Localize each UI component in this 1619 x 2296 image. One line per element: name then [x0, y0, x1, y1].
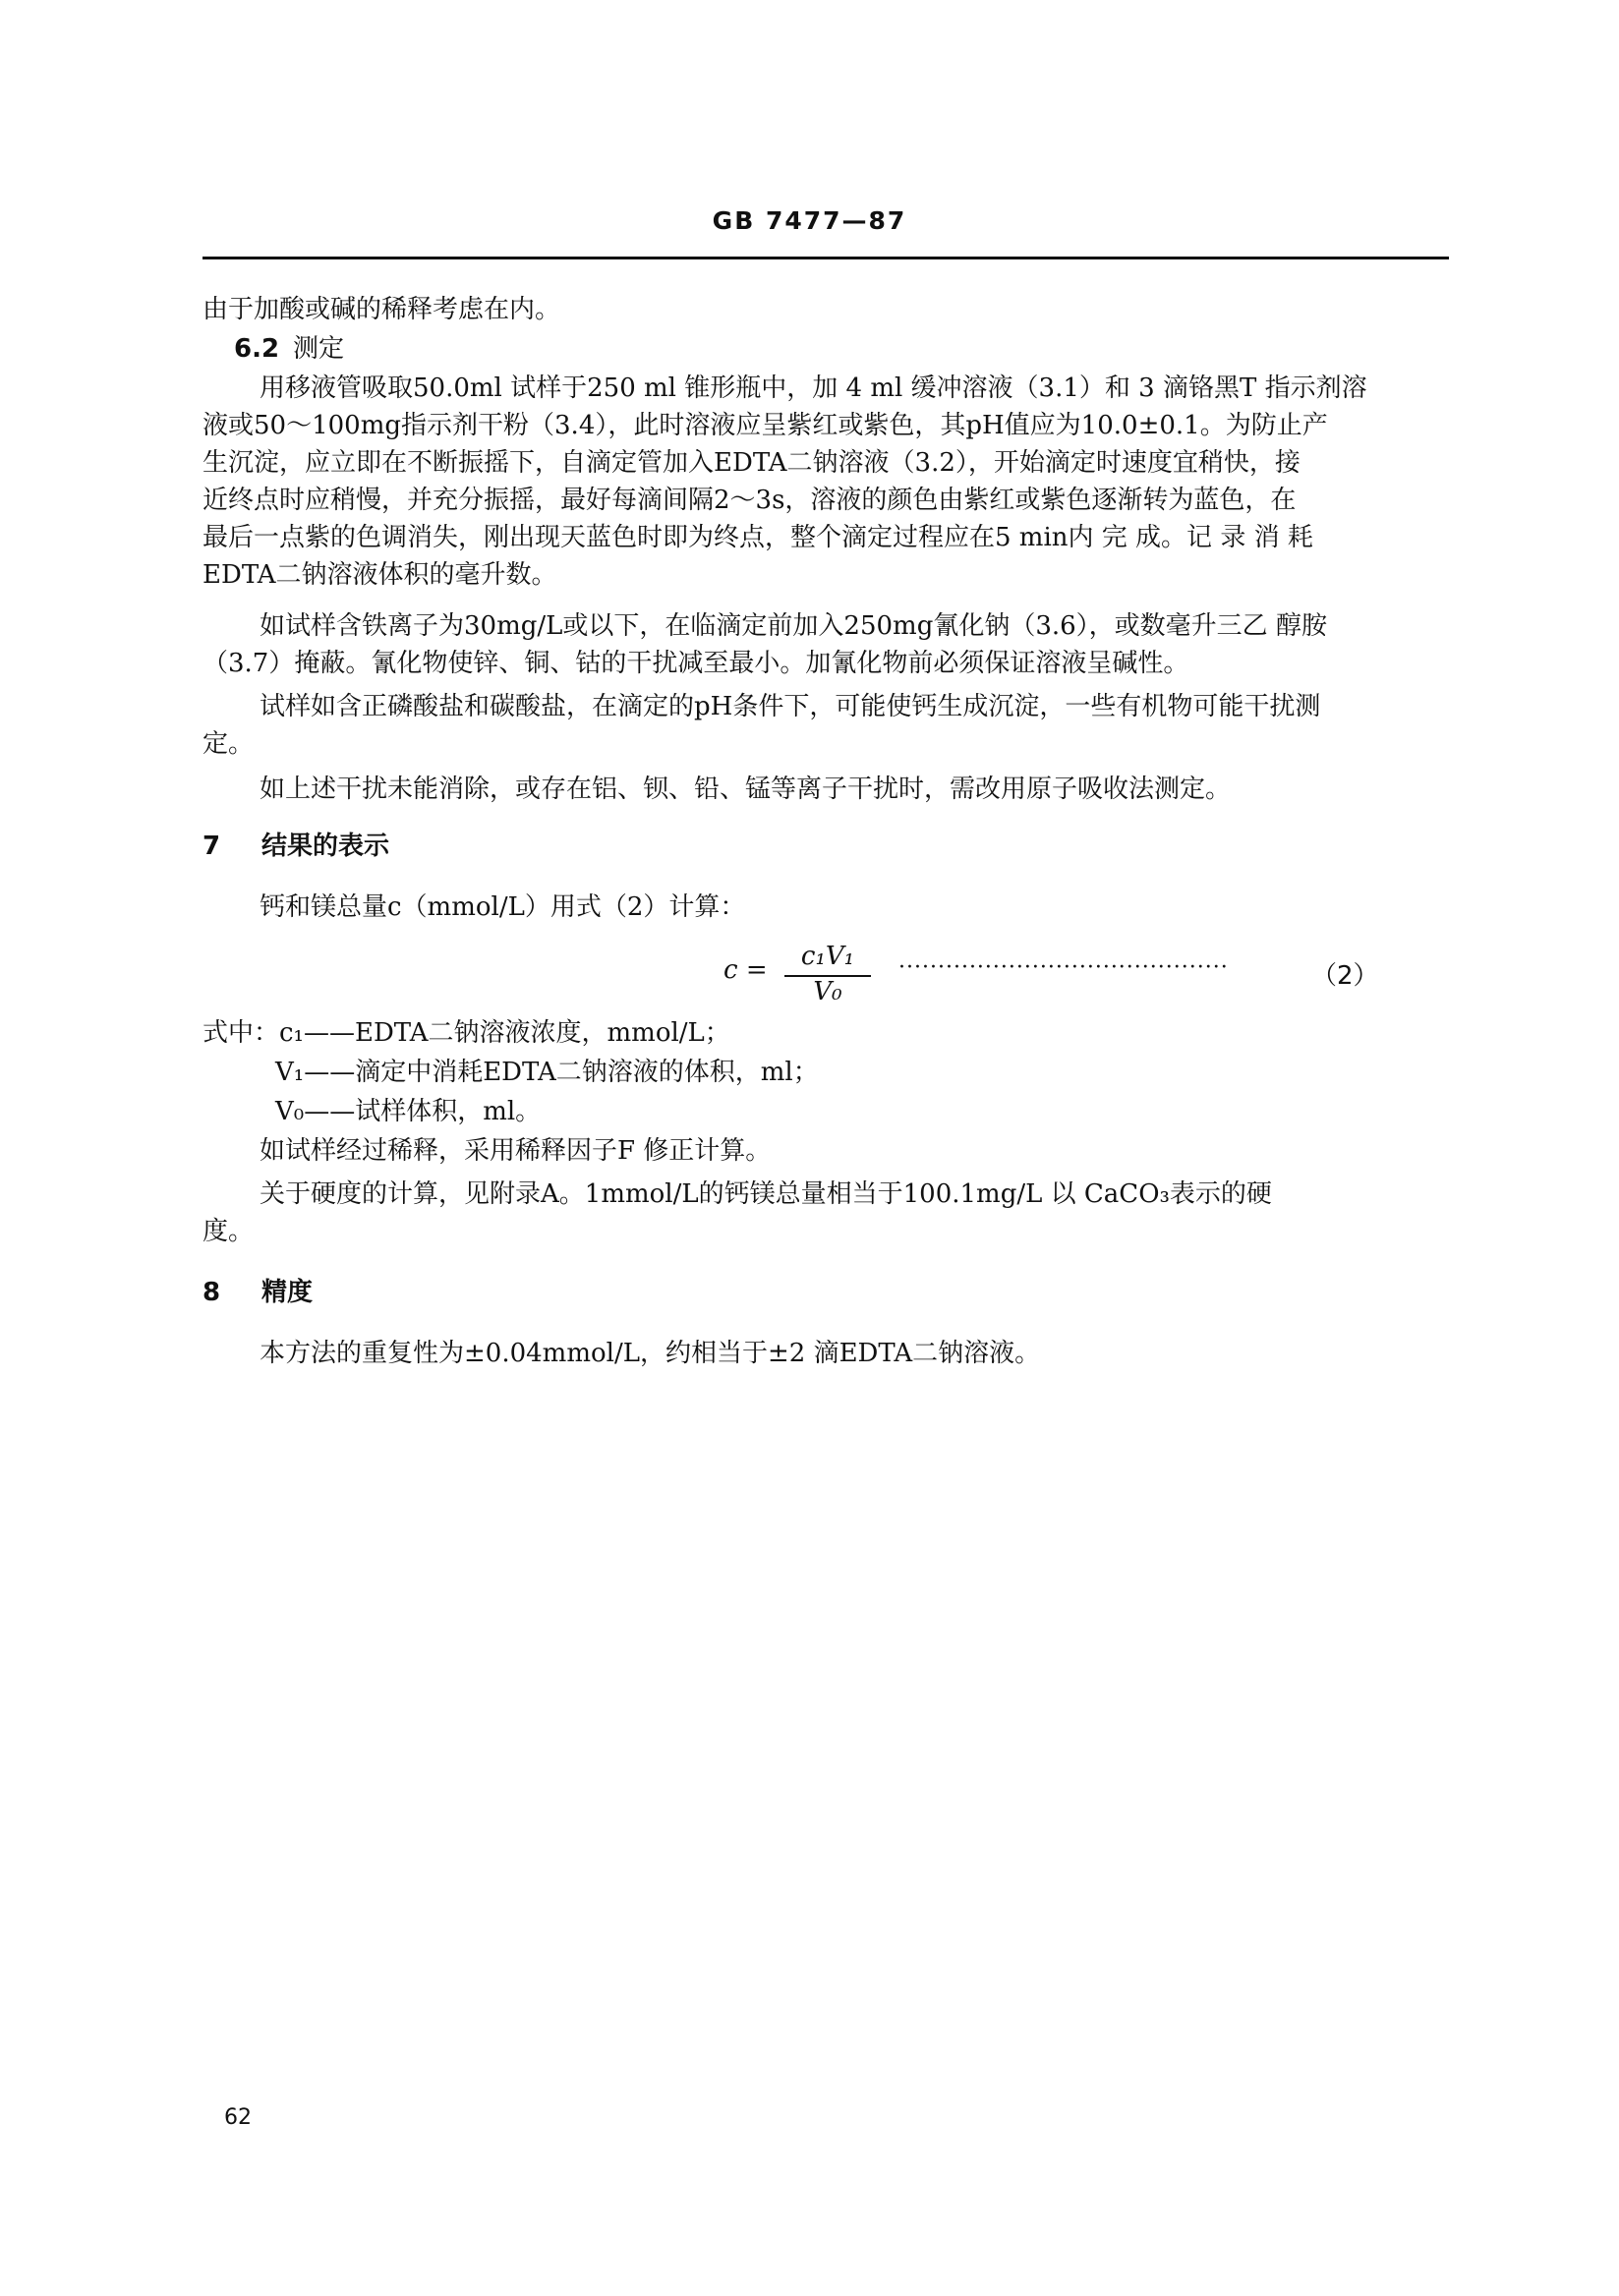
section-number: 8: [202, 1278, 221, 1307]
paragraph-line: 如试样经过稀释，采用稀释因子F 修正计算。: [260, 1136, 772, 1166]
fraction-numerator: c₁V₁: [800, 942, 855, 971]
equation-leader-dots: ··········································: [898, 955, 1229, 980]
section-number: 6.2: [234, 334, 280, 364]
paragraph-line: 液或50～100mg指示剂干粉（3.4），此时溶液应呈紫红或紫色，其pH值应为10.0±0.1。为防止产: [202, 411, 1328, 440]
equation-number: （2）: [1311, 961, 1379, 991]
section-heading-8: [202, 1274, 313, 1311]
page-number: 62: [224, 2105, 252, 2130]
section-number: 7: [202, 832, 221, 861]
paragraph-line: 关于硬度的计算，见附录A。1mmol/L的钙镁总量相当于100.1mg/L 以 CaCO₃表示的硬: [260, 1179, 1272, 1209]
paragraph-line: 用移液管吸取50.0ml 试样于250 ml 锥形瓶中，加 4 ml 缓冲溶液（3.1）和 3 滴铬黑T 指示剂溶: [260, 373, 1367, 403]
paragraph-line: （3.7）掩蔽。氰化物使锌、铜、钴的干扰减至最小。加氰化物前必须保证溶液呈碱性。: [202, 649, 1189, 678]
where-line: V₁——滴定中消耗EDTA二钠溶液的体积，ml；: [275, 1058, 819, 1087]
equation-2: [723, 942, 1412, 1020]
section-heading-7: [202, 828, 389, 865]
where-line: V₀——试样体积，ml。: [275, 1097, 542, 1126]
equation-lhs: c =: [723, 955, 768, 985]
paragraph-line: 生沉淀，应立即在不断振摇下，自滴定管加入EDTA二钠溶液（3.2），开始滴定时速度宜稍快，接: [202, 448, 1301, 478]
document-header: GB 7477—87: [712, 206, 907, 235]
paragraph-line: 试样如含正磷酸盐和碳酸盐，在滴定的pH条件下，可能使钙生成沉淀，一些有机物可能干扰测: [260, 692, 1321, 721]
text-line: 由于加酸或碱的稀释考虑在内。: [202, 295, 561, 324]
paragraph-line: 最后一点紫的色调消失，刚出现天蓝色时即为终点，整个滴定过程应在5 min内 完 成。记 录 消 耗: [202, 523, 1313, 552]
fraction-denominator: V₀: [813, 977, 842, 1006]
paragraph-line: 本方法的重复性为±0.04mmol/L，约相当于±2 滴EDTA二钠溶液。: [260, 1339, 1041, 1368]
paragraph-line: 近终点时应稍慢，并充分振摇，最好每滴间隔2～3s，溶液的颜色由紫红或紫色逐渐转为蓝色，在: [202, 486, 1297, 515]
paragraph-line: EDTA二钠溶液体积的毫升数。: [202, 560, 557, 590]
section-title: 精度: [261, 1278, 314, 1307]
section-heading-6-2: [234, 330, 344, 368]
section-title: 结果的表示: [261, 832, 390, 861]
section-title: 测定: [293, 334, 345, 364]
paragraph-line: 度。: [202, 1217, 255, 1246]
header-rule: [202, 257, 1449, 259]
paragraph-line: 钙和镁总量c（mmol/L）用式（2）计算：: [260, 892, 746, 922]
where-line: 式中：c₁——EDTA二钠溶液浓度，mmol/L；: [202, 1018, 730, 1048]
paragraph-line: 如试样含铁离子为30mg/L或以下，在临滴定前加入250mg氰化钠（3.6），或数毫升三乙 醇胺: [260, 611, 1327, 641]
paragraph-line: 如上述干扰未能消除，或存在铝、钡、铅、锰等离子干扰时，需改用原子吸收法测定。: [260, 775, 1232, 804]
paragraph-line: 定。: [202, 729, 255, 759]
